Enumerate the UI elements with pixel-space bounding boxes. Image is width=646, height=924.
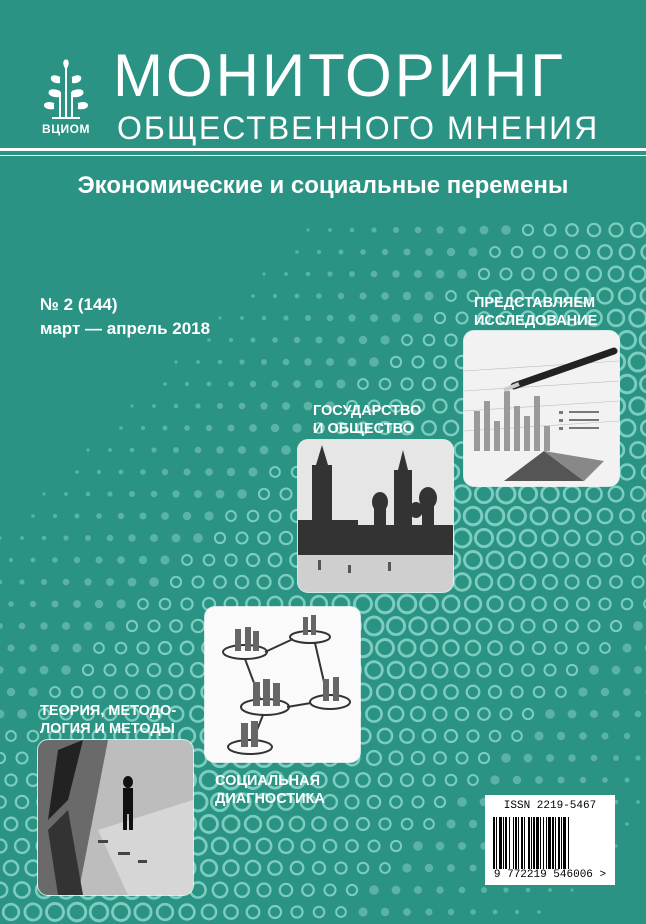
kremlin-image — [298, 440, 453, 592]
barcode-digits: 9 772219 546006 > — [493, 869, 607, 881]
section-photo-theory — [38, 740, 193, 895]
issue-period: март — апрель 2018 — [40, 319, 211, 338]
journal-subtitle: Экономические и социальные перемены — [77, 172, 569, 199]
pen-chart-image — [464, 331, 619, 486]
barcode-bars — [493, 817, 607, 869]
section-photo-diagnostics — [205, 607, 360, 762]
businessman-maze-image — [38, 740, 193, 895]
header-rule-thin — [0, 155, 646, 156]
barcode — [485, 795, 615, 885]
section-label-diagnostics: СОЦИАЛЬНАЯ ДИАГНОСТИКА — [215, 773, 325, 807]
section-photo-state — [298, 440, 453, 592]
issue-number: № 2 (144) — [40, 295, 118, 314]
journal-title: МОНИТОРИНГ — [113, 42, 566, 109]
issue-info — [40, 293, 210, 341]
section-label-state: ГОСУДАРСТВО И ОБЩЕСТВО — [313, 403, 422, 437]
journal-title-sub: ОБЩЕСТВЕННОГО МНЕНИЯ — [117, 110, 600, 146]
issn-text: ISSN 2219-5467 — [503, 800, 597, 812]
tree-icon — [30, 54, 102, 120]
section-label-research: ПРЕДСТАВЛЯЕМ ИССЛЕДОВАНИЕ — [474, 295, 598, 329]
people-network-image — [205, 607, 360, 762]
vciom-logo — [30, 54, 102, 138]
header-rule-thick — [0, 148, 646, 151]
section-label-theory: ТЕОРИЯ, МЕТОДО- ЛОГИЯ И МЕТОДЫ — [40, 703, 177, 737]
section-photo-research — [464, 331, 619, 486]
logo-text: ВЦИОМ — [42, 122, 90, 136]
